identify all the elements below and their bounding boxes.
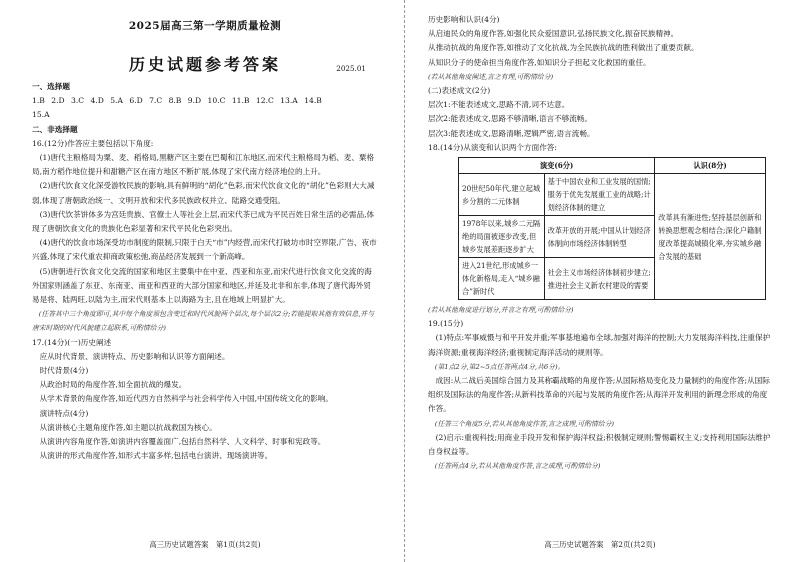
page-2 xyxy=(428,0,772,562)
exam-title: 2025届高三第一学期质量检测 xyxy=(128,20,282,32)
page-2-footer: 高三历史试题答案 第2页(共2页) xyxy=(544,539,656,549)
q19-heading: 19.(15分) xyxy=(428,319,464,329)
impact-point-3: 从知识分子的使命担当角度作答,如知识分子担起文化救国的重任。 xyxy=(428,57,651,67)
background-point-1: 从政治时局的角度作答,如全面抗战的爆发。 xyxy=(39,380,187,390)
impact-note: (若从其他角度阐述,言之有理,可酌情给分) xyxy=(428,72,554,81)
fold-divider xyxy=(404,0,405,562)
q19-note-1: (第1点2分,第2~5点任答两点4分,共6分)。 xyxy=(434,362,565,371)
document-title: 历史试题参考答案 xyxy=(128,55,281,74)
q18-heading: 18.(14分)从演变和认识两个方面作答: xyxy=(428,142,557,152)
q18-reason-3: 社会主义市场经济体制初步建立;推进社会主义新农村建设的需要 xyxy=(544,258,655,300)
q19-features: (1)特点:军事威慑与和平开发并重;军事基地遍布全球,加强对海洋的控制;大力发展海洋科技,注重保护海洋资源;重视海洋经济;重视制定海洋活动的规则等。 xyxy=(428,333,771,357)
expression-heading: (二)表述成文(2分) xyxy=(428,86,491,96)
speech-point-2: 从演讲内容角度作答,如演讲内容覆盖面广,包括自然科学、人文科学、时事和宪政等。 xyxy=(39,437,326,447)
q18-header-insight: 认识(8分) xyxy=(655,158,766,174)
q17-heading: 17.(14分)(一)历史阐述 xyxy=(32,337,112,347)
title-row xyxy=(32,50,378,80)
q16-point-1: (1)唐代主粮格局为粟、麦、稻格局,黑糖产区主要在巴蜀和江东地区,而宋代主粮格局为稻、麦、粟格局,南方稻作地位提升和甜糖产区在南方地区不断扩展,体现了宋代南方经济地位的上升。 xyxy=(32,153,375,177)
q17-intro: 应从时代背景、演讲特点、历史影响和认识等方面阐述。 xyxy=(39,351,230,361)
q19-note-3: (任答两点4分,若从其他角度作答,言之成理,可酌情给分) xyxy=(434,462,601,471)
q18-stage-2: 1978年以来,城乡二元隔绝的局面被逐步改变,但城乡发展差距逐步扩大 xyxy=(459,216,545,258)
q18-insight: 改革具有渐进性;坚持基层创新和转换思想观念相结合;深化户籍制度改革提高城镇化率,夯实城乡融合发展的基础 xyxy=(655,174,766,300)
q18-stage-1: 20世纪50年代,建立起城乡分割的二元体制 xyxy=(459,174,545,216)
impact-point-1: 从启迪民众的角度作答,如强化民众爱国意识,弘扬民族文化,振奋民族精神。 xyxy=(428,29,679,39)
q18-table-header xyxy=(459,158,766,174)
q19-causes: 成因:从二战后美国综合国力及其称霸战略的角度作答;从国际格局变化及力量制约的角度作答;从国际组织及国际法的角度作答;从新科技革命的兴起与发展的角度作答;从海洋开发利用的新理念形成的角度作答。 xyxy=(428,376,770,414)
choice-answers-line-2: 15.A xyxy=(32,110,50,120)
q16-point-2: (2)唐代饮食文化深受游牧民族的影响,具有鲜明的“胡化”色彩,而宋代饮食文化的“胡化”色彩则大大减弱,体现了唐朝政治统一、文明开放和宋代多民族政权并立、陆路交通受阻。 xyxy=(32,181,375,205)
page-1 xyxy=(32,0,378,562)
q18-table xyxy=(458,157,766,300)
q18-note: (若从其他角度进行划分,并言之有理,可酌情给分) xyxy=(428,306,574,315)
background-point-2: 从学术背景的角度作答,如近代西方自然科学与社会科学传入中国,中国传统文化的影响。 xyxy=(39,394,333,404)
speech-point-3: 从演讲的形式角度作答,如形式丰富多样,包括电台演讲、现场演讲等。 xyxy=(39,451,273,461)
impact-point-2: 从推动抗战的角度作答,如推动了文化抗战,为全民族抗战的胜利做出了重要贡献。 xyxy=(428,43,699,53)
table-row xyxy=(459,174,766,216)
level-2: 层次2:能表述成文,思路不够清晰,语言不够流畅。 xyxy=(428,114,593,124)
section-nonchoice-heading: 二、非选择题 xyxy=(32,124,78,134)
q18-stage-3: 进入21世纪,形成城乡一体化新格局,走入“城乡融合”新时代 xyxy=(459,258,545,300)
background-heading: 时代背景(4分) xyxy=(39,366,89,376)
q16-point-5: (5)唐朝进行饮食文化交流的国家和地区主要集中在中亚、西亚和东亚,而宋代进行饮食文化交流的海外国家则涵盖了东亚、东南亚、南亚和西亚的大部分国家和地区,并延及北非和东非,体现了唐代海外贸易是将、陆两旺,以陆为主,而宋代则基本上以海路为主,且在地域上明显扩大。 xyxy=(32,266,372,305)
level-1: 层次1:不能表述成文,思路不清,词不达意。 xyxy=(428,100,570,110)
q18-header-evolution: 演变(6分) xyxy=(459,158,655,174)
section-choice-heading: 一、选择题 xyxy=(32,82,70,91)
q16-point-3: (3)唐代饮茶饼体多为宫廷贵族、官僚士人等社会上层,而宋代茶已成为平民百姓日常生活的必需品,体现了唐朝饮食文化的贵族化色彩显著和宋代平民化色彩突出。 xyxy=(32,209,375,234)
impact-heading: 历史影响和认识(4分) xyxy=(428,15,500,24)
q19-note-2: (任答三个角度5分,若从其他角度作答,言之成理,可酌情给分) xyxy=(434,419,615,428)
q18-reason-1: 基于中国农业和工业发展的国情;服务于优先发展重工业的战略;计划经济体制的建立 xyxy=(544,174,655,216)
q16-heading: 16.(12分)作答应主要包括以下角度: xyxy=(32,138,154,148)
speech-point-1: 从演讲核心主题角度作答,如主题以抗战救国为核心。 xyxy=(39,422,217,432)
document-date: 2025.01 xyxy=(336,64,366,73)
choice-answers-line-1: 1.B 2.D 3.C 4.D 5.A 6.D 7.C 8.B 9.D 10.C 11.B 12.C 13.A 14.B xyxy=(32,96,322,106)
q16-scoring-note: (任答其中三个角度即可,其中每个角度须包含变迁和时代风貌两个层次,每个层次2分;若能提取其他有效信息,并与唐宋时期的时代风貌建立起联系,可酌情给分) xyxy=(32,310,374,333)
q16-point-4: (4)唐代的饮食市场深受坊市制度的限制,只限于白天“市”内经营,而宋代打破坊市时空界限,广告、夜市兴盛,体现了宋代重农抑商政策松弛,商品经济发展到一个新高峰。 xyxy=(32,238,377,262)
q18-reason-2: 改革开放的开展;中国从计划经济体制向市场经济体制转型 xyxy=(544,216,655,258)
level-3: 层次3:能表述成文,思路清晰,逻辑严密,语言流畅。 xyxy=(428,128,595,138)
speech-features-heading: 演讲特点(4分) xyxy=(39,408,89,418)
page-1-footer: 高三历史试题答案 第1页(共2页) xyxy=(149,539,261,549)
q19-implications: (2)启示:重视科技;用商业手段开发和保护海洋权益;积极制定规则;警惕霸权主义;支持利用国际法维护自身权益等。 xyxy=(428,432,771,457)
